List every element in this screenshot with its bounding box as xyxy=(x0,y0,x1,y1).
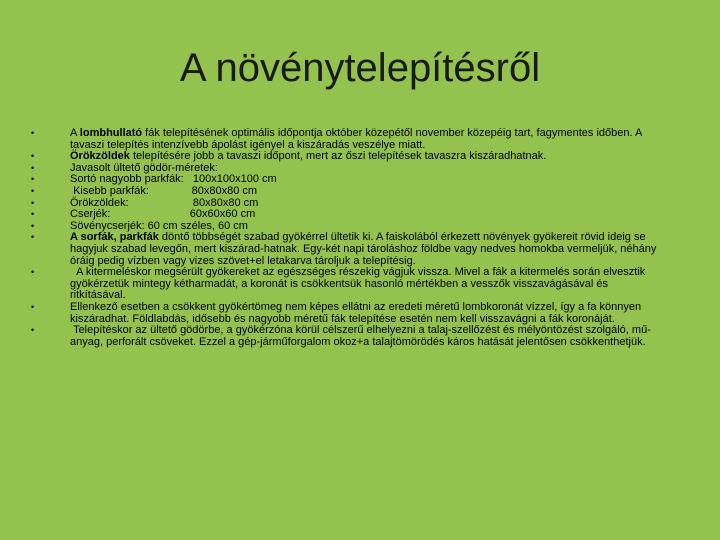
list-item xyxy=(30,128,662,151)
bullet-icon: • xyxy=(31,267,35,278)
list-item-text: Ellenkező esetben a csökkent gyökértömeg nem képes ellátni az eredeti méretű lombkoronát vízzel, így a fa könnyen kiszáradhat. Földlabdás, idősebb és nagyobb méretű fák telepítése esetén nem kell visszavágni a fák koronáját. xyxy=(70,300,645,325)
list-item-text: A sorfák, parkfák döntő többségét szabad gyökérrel ültetik ki. A faiskolából érkezett növények gyökereit rövid ideig se hagyjuk szabad levegőn, mert kiszárad-hatnak. Egy-két napi tároláshoz földbe vagy nedves homokba vermeljük, néhány óráig pedig vízben vagy vizes szövet+el letakarva tároljuk a telepítésig. xyxy=(70,231,660,267)
list-item-text: Kisebb parkfák: 80x80x80 cm xyxy=(70,184,258,197)
bullet-icon: • xyxy=(31,325,35,336)
list-item xyxy=(30,302,662,325)
list-item-text: A kitermeléskor megsérült gyökereket az egészséges részekig vágjuk vissza. Mivel a fák a kitermelés során elvesztik gyökérzetük mintegy kétharmadát, a koronát is csökkentsük hasonló mértékben a vesszők visszavágásával és ritkításával. xyxy=(70,266,649,302)
bullet-icon: • xyxy=(31,301,35,312)
list-item-text: Javasolt ültető gödör-méretek: xyxy=(70,161,218,174)
list-item-text: Sortó nagyobb parkfák: 100x100x100 cm xyxy=(70,173,277,186)
bullet-icon: • xyxy=(31,151,35,162)
bullet-icon: • xyxy=(31,185,35,196)
list-item-text: Telepítéskor az ültető gödörbe, a gyökérzóna körül célszerű elhelyezni a talaj-szellőzést és mélyöntözést szolgáló, mű-anyag, perforált csöveket. Ezzel a gép-járműforgalom okoz+a talajtömörödés káros hatását jelentősen csökkenthetjük. xyxy=(70,324,651,348)
list-item-text: Sövénycserjék: 60 cm széles, 60 cm xyxy=(70,219,248,232)
list-item xyxy=(30,267,662,302)
bullet-list xyxy=(30,128,662,348)
bullet-icon: • xyxy=(31,174,35,185)
list-item-text: Örökzöldek telepítésére jobb a tavaszi időpont, mert az őszi telepítések tavaszra kiszáradhatnak. xyxy=(70,150,547,163)
list-item xyxy=(30,232,662,267)
bullet-icon: • xyxy=(31,232,35,243)
bullet-icon: • xyxy=(31,197,35,208)
bullet-icon: • xyxy=(31,128,35,138)
list-item xyxy=(30,325,662,348)
slide-title: A növénytelepítésről xyxy=(179,46,541,90)
bullet-icon: • xyxy=(31,162,35,173)
list-item-text: A lombhullató fák telepítésének optimális időpontja október közepétől november közepéig tart, fagymentes időben. A tavaszi telepítés intenzívebb ápolást igényel a kiszáradás veszélye miatt. xyxy=(70,127,645,151)
bullet-icon: • xyxy=(31,220,35,231)
list-item-text: Cserjék: 60x60x60 cm xyxy=(70,208,256,221)
list-item-text: Örökzöldek: 80x80x80 cm xyxy=(70,196,259,209)
bullet-icon: • xyxy=(31,209,35,220)
